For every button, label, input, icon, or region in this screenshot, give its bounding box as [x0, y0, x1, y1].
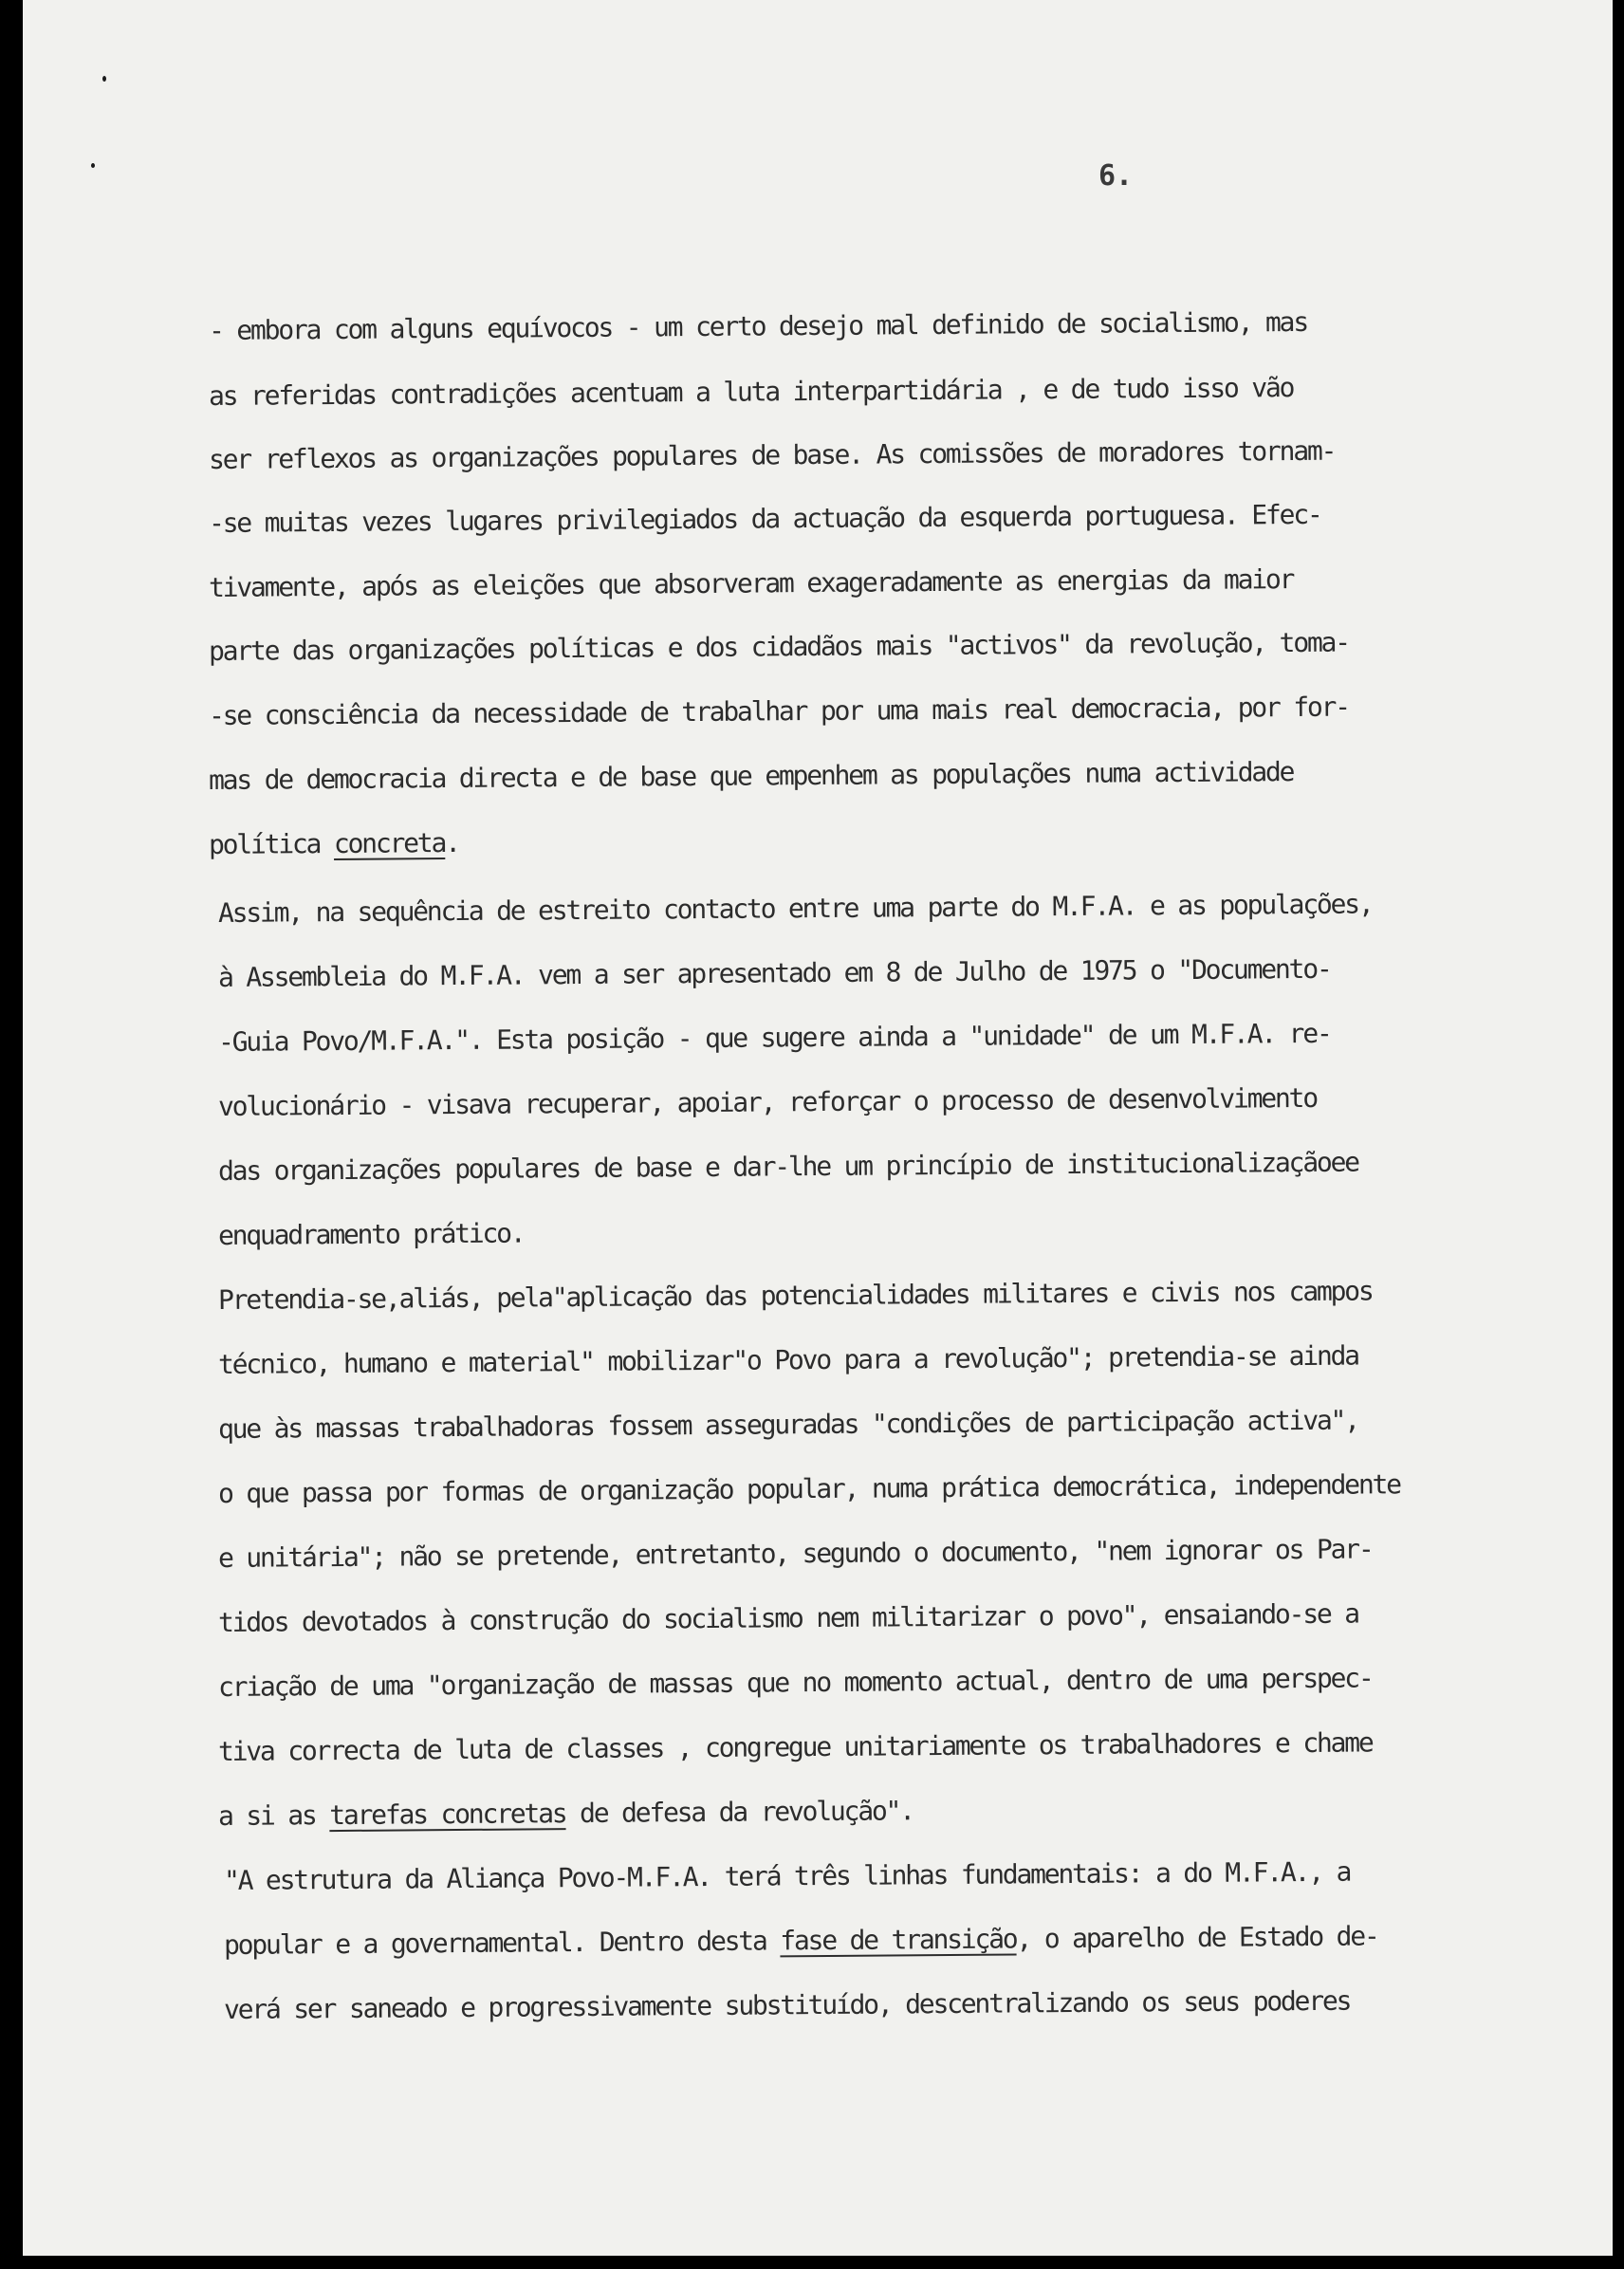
speck-mark — [91, 163, 95, 168]
text-line: -Guia Povo/M.F.A.". Esta posição - que sugere ainda a "unidade" de um M.F.A. re- — [217, 1017, 1331, 1058]
text-segment: a si as — [217, 1799, 330, 1832]
text-line: as referidas contradições acentuam a luta interpartidária , e de tudo isso vão — [208, 372, 1294, 412]
page-number: 6. — [1098, 159, 1134, 193]
text-line: -se muitas vezes lugares privilegiados da actuação da esquerda portuguesa. Efec- — [208, 498, 1321, 539]
underlined-text: tarefas concretas — [329, 1798, 566, 1832]
text-line: à Assembleia do M.F.A. vem a ser apresentado em 8 de Julho de 1975 o "Documento- — [217, 952, 1331, 993]
text-line: ser reflexos as organizações populares de base. As comissões de moradores tornam- — [208, 434, 1336, 475]
text-segment: . — [445, 826, 459, 859]
text-line: verá ser saneado e progressivamente substituído, descentralizando os seus poderes — [223, 1984, 1351, 2025]
text-line: enquadramento prático. — [217, 1217, 525, 1251]
text-line: -se consciência da necessidade de trabalhar por uma mais real democracia, por for- — [208, 691, 1350, 731]
text-line: que às massas trabalhadoras fossem asseguradas "condições de participação activa", — [217, 1404, 1359, 1445]
text-line: tiva correcta de luta de classes , congregue unitariamente os trabalhadores e chame — [217, 1726, 1373, 1767]
text-line: criação de uma "organização de massas que no momento actual, dentro de uma perspec- — [217, 1662, 1373, 1703]
text-line: Pretendia-se,aliás, pela"aplicação das potencialidades militares e civis nos campos — [217, 1275, 1373, 1316]
underlined-text: fase de transição — [780, 1923, 1017, 1957]
text-line-underlined — [224, 1920, 1378, 1961]
text-line: e unitária"; não se pretende, entretanto, segundo o documento, "nem ignorar os Par- — [217, 1533, 1373, 1574]
text-segment: , o aparelho de Estado de- — [1016, 1920, 1378, 1955]
text-line: Assim, na sequência de estreito contacto entre uma parte do M.F.A. e as populações, — [217, 888, 1373, 929]
text-segment: popular e a governamental. Dentro desta — [223, 1925, 781, 1961]
text-line-underlined — [218, 1795, 914, 1832]
text-line: tivamente, após as eleições que absorveram exageradamente as energias da maior — [208, 563, 1294, 603]
text-line: o que passa por formas de organização popular, numa prática democrática, independente — [217, 1468, 1400, 1509]
text-line: volucionário - visava recuperar, apoiar, reforçar o processo de desenvolvimento — [217, 1081, 1318, 1122]
text-line: técnico, humano e material" mobilizar"o Povo para a revolução"; pretendia-se ainda — [217, 1339, 1359, 1380]
text-line: - embora com alguns equívocos - um certo desejo mal definido de socialismo, mas — [208, 305, 1308, 346]
text-line: das organizações populares de base e dar-lhe um princípio de institucionalizaçãoee — [217, 1146, 1359, 1187]
text-line: mas de democracia directa e de base que empenhem as populações numa actividade — [208, 756, 1294, 796]
text-line: "A estrutura da Aliança Povo-M.F.A. terá três linhas fundamentais: a do M.F.A., a — [223, 1855, 1351, 1896]
underlined-text: concreta — [333, 827, 446, 859]
text-segment: política — [208, 827, 335, 860]
document-page — [23, 0, 1613, 2256]
text-line: tidos devotados à construção do socialismo nem militarizar o povo", ensaiando-se a — [217, 1597, 1359, 1638]
text-line-underlined — [209, 827, 459, 860]
speck-mark — [102, 76, 106, 82]
text-line: parte das organizações políticas e dos cidadãos mais "activos" da revolução, toma- — [208, 626, 1350, 667]
text-segment: de defesa da revolução". — [565, 1795, 914, 1830]
